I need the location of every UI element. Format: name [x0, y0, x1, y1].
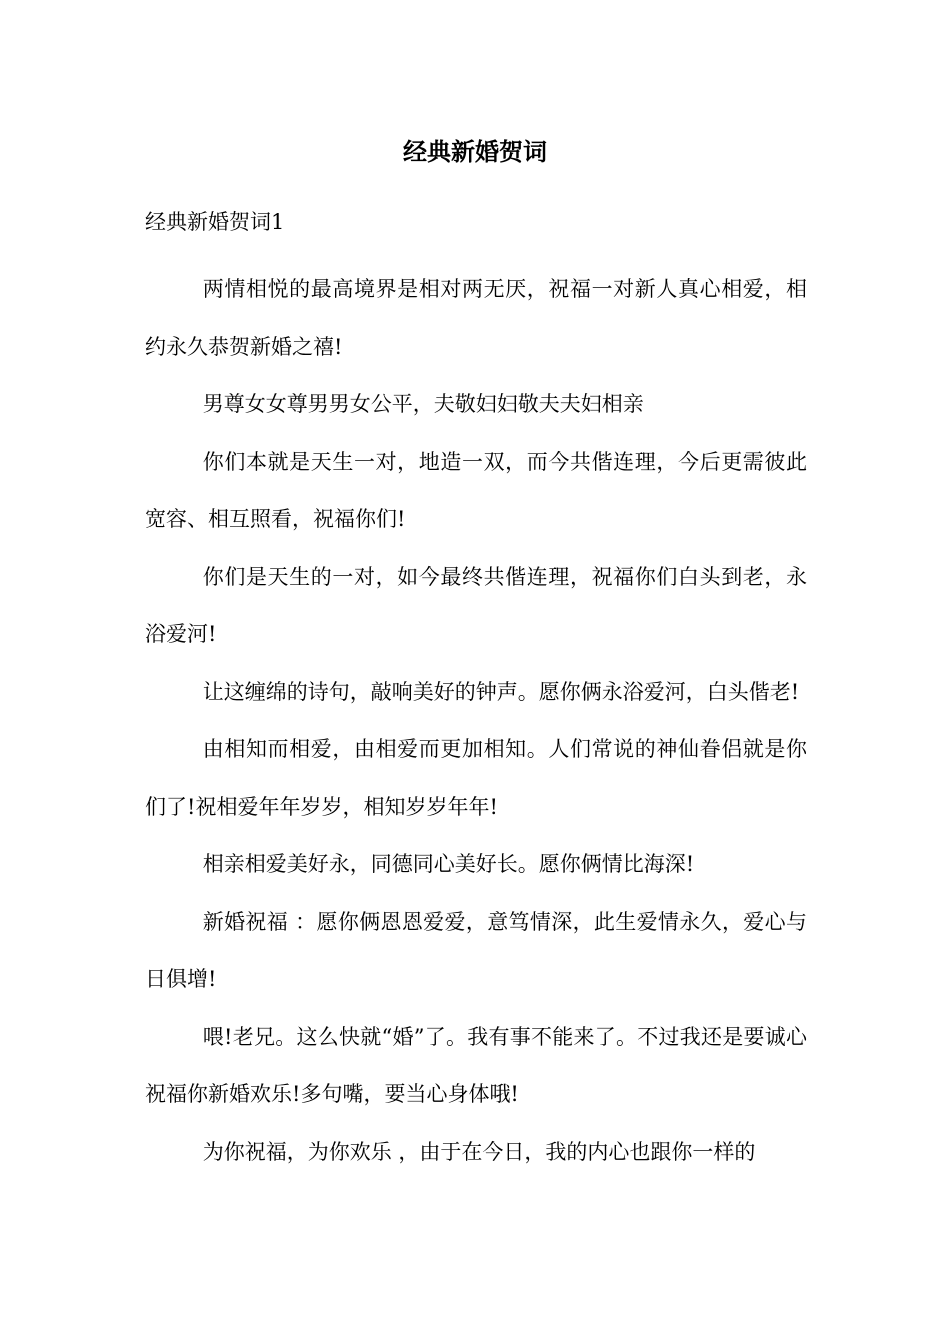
paragraph: 男尊女女尊男男女公平，夫敬妇妇敬夫夫妇相亲 [202, 392, 644, 416]
paragraph: 为你祝福，为你欢乐 ，由于在今日，我的内心也跟你一样的 [202, 1139, 756, 1164]
paragraph: 两情相悦的最高境界是相对两无厌，祝福一对新人真心相爱，相约永久恭贺新婚之禧! [145, 277, 807, 359]
document-title: 经典新婚贺词 [403, 137, 547, 166]
paragraph: 你们本就是天生一对，地造一双，而今共偕连理，今后更需彼此宽容、相互照看，祝福你们! [145, 449, 807, 531]
paragraph: 你们是天生的一对，如今最终共偕连理，祝福你们白头到老，永浴爱河! [145, 564, 807, 646]
paragraph: 喂!老兄。这么快就“婚”了。我有事不能来了。不过我还是要诚心祝福你新婚欢乐!多句嘴，要当心身体哦! [145, 1024, 807, 1106]
paragraph: 新婚祝福 ：愿你俩恩恩爱爱，意笃情深，此生爱情永久，爱心与日俱增! [145, 909, 807, 991]
document-body [145, 261, 807, 1181]
paragraph: 让这缠绵的诗句，敲响美好的钟声。愿你俩永浴爱河，白头偕老! [202, 679, 800, 704]
paragraph: 相亲相爱美好永，同德同心美好长。愿你俩情比海深! [202, 852, 695, 876]
section-heading: 经典新婚贺词1 [145, 210, 285, 234]
paragraph: 由相知而相爱，由相爱而更加相知。人们常说的神仙眷侣就是你们了!祝相爱年年岁岁，相知岁岁年年! [145, 737, 807, 819]
